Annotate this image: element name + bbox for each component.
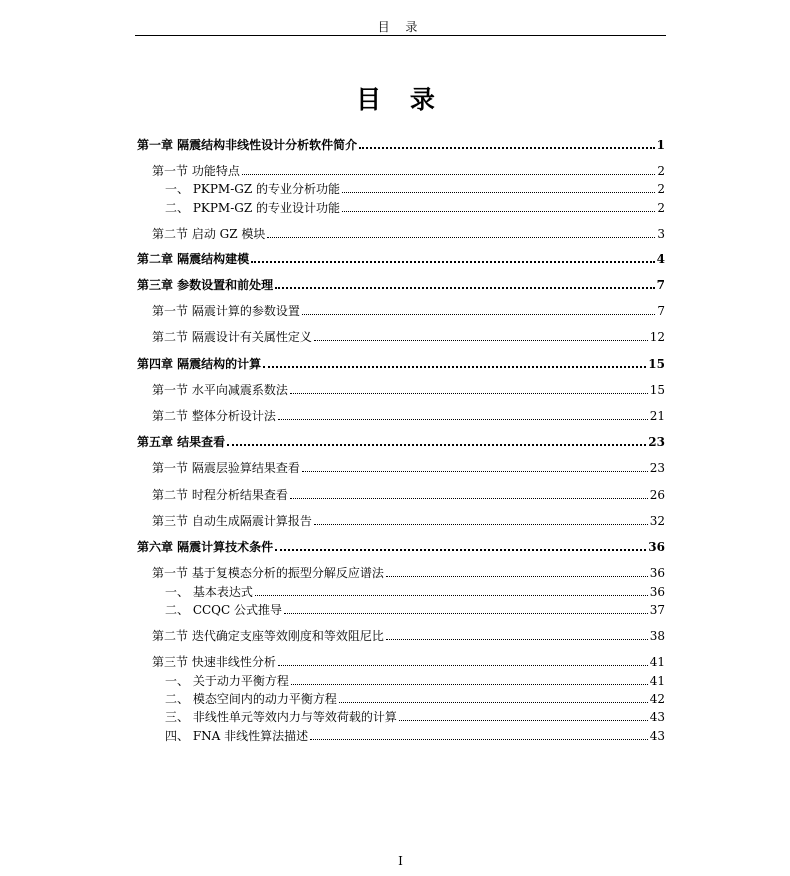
toc-entry-item[interactable] [165, 199, 665, 215]
toc-entry-section[interactable] [152, 653, 665, 669]
toc-entry-page: 2 [657, 182, 665, 196]
toc-entry-page: 43 [649, 729, 665, 743]
toc-entry-section[interactable] [152, 627, 665, 643]
dot-leader [290, 393, 648, 394]
dot-leader [399, 720, 648, 721]
dot-leader [255, 595, 648, 596]
toc-entry-label: 第一节 隔震计算的参数设置 [152, 304, 300, 318]
toc-entry-page: 36 [648, 540, 665, 554]
toc-entry-label: 第五章 结果查看 [137, 435, 226, 449]
toc-entry-section[interactable] [152, 302, 665, 318]
toc-entry-section[interactable] [152, 225, 665, 241]
toc-entry-item[interactable] [165, 180, 665, 196]
toc-entry-label: 一、 关于动力平衡方程 [165, 674, 289, 688]
running-header: 目 录 [377, 20, 424, 34]
dot-leader [342, 192, 655, 193]
toc-entry-page: 15 [648, 357, 665, 371]
toc-entry-page: 43 [649, 710, 665, 724]
toc-entry-page: 2 [657, 201, 665, 215]
toc-entry-label: 第三节 自动生成隔震计算报告 [152, 514, 312, 528]
dot-leader [267, 237, 655, 238]
dot-leader [251, 261, 654, 263]
toc-entry-section[interactable] [152, 162, 665, 178]
toc-entry-item[interactable] [165, 708, 665, 724]
toc-entry-section[interactable] [152, 407, 665, 423]
toc-entry-page: 4 [656, 252, 665, 266]
toc-entry-page: 26 [649, 488, 665, 502]
toc-entry-chapter[interactable] [137, 538, 665, 554]
toc-entry-page: 23 [649, 461, 665, 475]
toc-entry-label: 第六章 隔震计算技术条件 [137, 540, 274, 554]
toc-entry-label: 第一节 基于复模态分析的振型分解反应谱法 [152, 566, 384, 580]
toc-entry-section[interactable] [152, 381, 665, 397]
toc-entry-label: 四、 FNA 非线性算法描述 [165, 729, 309, 743]
toc-entry-label: 第三章 参数设置和前处理 [137, 278, 274, 292]
dot-leader [242, 174, 656, 175]
toc-entry-page: 41 [649, 674, 665, 688]
toc-entry-chapter[interactable] [137, 355, 665, 371]
toc-entry-page: 7 [656, 278, 665, 292]
toc-entry-section[interactable] [152, 459, 665, 475]
dot-leader [302, 471, 648, 472]
dot-leader [302, 314, 656, 315]
dot-leader [342, 211, 655, 212]
toc-entry-page: 32 [649, 514, 665, 528]
toc-entry-page: 2 [657, 164, 665, 178]
toc-entry-item[interactable] [165, 727, 665, 743]
toc-entry-label: 第一节 水平向减震系数法 [152, 383, 288, 397]
toc-entry-label: 二、 模态空间内的动力平衡方程 [165, 692, 337, 706]
toc-entry-chapter[interactable] [137, 136, 665, 152]
dot-leader [278, 419, 648, 420]
dot-leader [278, 665, 648, 666]
dot-leader [339, 702, 648, 703]
dot-leader [386, 639, 648, 640]
dot-leader [284, 613, 648, 614]
toc-entry-label: 第二节 时程分析结果查看 [152, 488, 288, 502]
toc-entry-page: 15 [649, 383, 665, 397]
toc-entry-page: 1 [656, 138, 665, 152]
toc-entry-label: 一、 基本表达式 [165, 585, 253, 599]
dot-leader [227, 444, 646, 446]
toc-entry-item[interactable] [165, 583, 665, 599]
toc-entry-chapter[interactable] [137, 433, 665, 449]
toc-entry-section[interactable] [152, 486, 665, 502]
toc-entry-page: 21 [649, 409, 665, 423]
dot-leader [275, 549, 646, 551]
toc-entry-section[interactable] [152, 564, 665, 580]
toc-entry-label: 三、 非线性单元等效内力与等效荷载的计算 [165, 710, 397, 724]
toc-entry-label: 二、 CCQC 公式推导 [165, 603, 283, 617]
dot-leader [314, 524, 648, 525]
toc-entry-label: 第二节 启动 GZ 模块 [152, 227, 266, 241]
dot-leader [291, 684, 648, 685]
toc-entry-label: 第一章 隔震结构非线性设计分析软件简介 [137, 138, 358, 152]
dot-leader [314, 340, 648, 341]
dot-leader [310, 739, 648, 740]
toc-entry-page: 23 [648, 435, 665, 449]
toc-entry-label: 第一节 功能特点 [152, 164, 240, 178]
toc-entry-item[interactable] [165, 672, 665, 688]
dot-leader [263, 366, 646, 368]
toc-entry-item[interactable] [165, 690, 665, 706]
toc-entry-section[interactable] [152, 512, 665, 528]
toc-entry-page: 36 [649, 566, 665, 580]
toc-entry-label: 第二节 迭代确定支座等效刚度和等效阻尼比 [152, 629, 384, 643]
page-number: I [398, 854, 403, 868]
toc-entry-label: 第二节 整体分析设计法 [152, 409, 276, 423]
toc-entry-page: 42 [649, 692, 665, 706]
header-rule [135, 35, 666, 36]
page-title: 目 录 [356, 85, 445, 114]
toc-entry-page: 36 [649, 585, 665, 599]
toc-entry-label: 第二章 隔震结构建模 [137, 252, 250, 266]
toc-entry-label: 第四章 隔震结构的计算 [137, 357, 262, 371]
toc-entry-page: 12 [649, 330, 665, 344]
toc-entry-page: 41 [649, 655, 665, 669]
dot-leader [275, 287, 654, 289]
toc-entry-label: 二、 PKPM-GZ 的专业设计功能 [165, 201, 341, 215]
toc-entry-item[interactable] [165, 601, 665, 617]
toc-entry-page: 7 [657, 304, 665, 318]
toc-entry-page: 37 [649, 603, 665, 617]
toc-entry-label: 第三节 快速非线性分析 [152, 655, 276, 669]
toc-entry-chapter[interactable] [137, 250, 665, 266]
toc-entry-label: 一、 PKPM-GZ 的专业分析功能 [165, 182, 341, 196]
toc-entry-page: 38 [649, 629, 665, 643]
toc-entry-chapter[interactable] [137, 276, 665, 292]
toc-entry-label: 第一节 隔震层验算结果查看 [152, 461, 300, 475]
dot-leader [386, 576, 648, 577]
dot-leader [359, 147, 654, 149]
toc-entry-page: 3 [657, 227, 665, 241]
dot-leader [290, 498, 648, 499]
toc-entry-section[interactable] [152, 328, 665, 344]
toc-entry-label: 第二节 隔震设计有关属性定义 [152, 330, 312, 344]
